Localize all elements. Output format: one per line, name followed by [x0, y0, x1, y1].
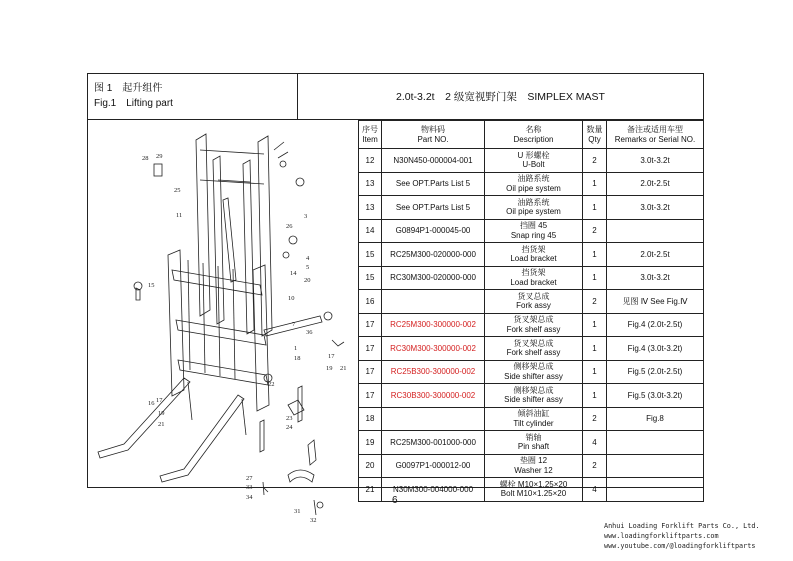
callout-19-left: 19 [158, 410, 165, 417]
item-cell: 15 [359, 266, 382, 290]
callout-21-left: 21 [158, 421, 165, 428]
website-link[interactable]: www.loadingforkliftparts.com [604, 532, 719, 540]
company-name: Anhui Loading Forklift Parts Co., Ltd. [604, 522, 760, 530]
callout-20: 20 [304, 277, 311, 284]
item-cell: 12 [359, 149, 382, 173]
remarks-cell: 3.0t-3.2t [607, 266, 704, 290]
header-item: 序号 Item [359, 121, 382, 149]
remarks-cell [607, 478, 704, 502]
remarks-cell: 2.0t-2.5t [607, 172, 704, 196]
qty-cell: 1 [583, 196, 607, 220]
header-remarks: 备注或适用车型 Remarks or Serial NO. [607, 121, 704, 149]
callout-33: 33 [246, 484, 253, 491]
part-number-cell: N30M300-004000-000 [382, 478, 485, 502]
table-row [359, 219, 704, 243]
qty-cell: 1 [583, 384, 607, 408]
remarks-cell [607, 431, 704, 455]
description-cell: 销轴 Pin shaft [485, 431, 583, 455]
qty-cell: 2 [583, 219, 607, 243]
callout-15: 15 [148, 282, 155, 289]
callout-36: 36 [306, 329, 313, 336]
callout-14: 14 [290, 270, 297, 277]
part-number-cell: RC30M300-300000-002 [382, 337, 485, 361]
qty-cell: 2 [583, 407, 607, 431]
header-description: 名称 Description [485, 121, 583, 149]
item-cell: 21 [359, 478, 382, 502]
callout-19-right: 19 [326, 365, 333, 372]
table-row [359, 290, 704, 314]
item-cell: 17 [359, 313, 382, 337]
callout-28: 28 [142, 155, 149, 162]
remarks-cell: Fig.4 (2.0t-2.5t) [607, 313, 704, 337]
remarks-cell: 3.0t-3.2t [607, 196, 704, 220]
table-row [359, 337, 704, 361]
remarks-cell: 2.0t-2.5t [607, 243, 704, 267]
remarks-cell: 见图 Ⅳ See Fig.Ⅳ [607, 290, 704, 314]
figure-caption [88, 74, 298, 120]
callout-4: 4 [306, 255, 310, 262]
table-row [359, 454, 704, 478]
table-row [359, 243, 704, 267]
callout-1: 1 [294, 345, 298, 352]
table-row [359, 407, 704, 431]
callout-34: 34 [246, 494, 253, 501]
remarks-cell: Fig.4 (3.0t-3.2t) [607, 337, 704, 361]
callout-29: 29 [156, 153, 163, 160]
item-cell: 20 [359, 454, 382, 478]
description-cell: 倾斜油缸 Tilt cylinder [485, 407, 583, 431]
parts-table [358, 120, 704, 502]
callout-23: 23 [286, 415, 293, 422]
table-row [359, 431, 704, 455]
parts-sheet [87, 73, 704, 524]
description-cell: 货叉架总成 Fork shelf assy [485, 337, 583, 361]
part-number-cell: RC25B300-300000-002 [382, 360, 485, 384]
qty-cell: 1 [583, 337, 607, 361]
qty-cell: 4 [583, 478, 607, 502]
qty-cell: 4 [583, 431, 607, 455]
item-cell: 16 [359, 290, 382, 314]
item-cell: 17 [359, 337, 382, 361]
remarks-cell: 3.0t-3.2t [607, 149, 704, 173]
callout-5: 5 [306, 264, 310, 271]
item-cell: 18 [359, 407, 382, 431]
part-number-cell: G0097P1-000012-00 [382, 454, 485, 478]
item-cell: 13 [359, 196, 382, 220]
callout-27: 27 [246, 475, 253, 482]
part-number-cell: See OPT.Parts List 5 [382, 172, 485, 196]
description-cell: 货叉总成 Fork assy [485, 290, 583, 314]
table-row [359, 172, 704, 196]
description-cell: 侧移架总成 Side shifter assy [485, 360, 583, 384]
table-row [359, 149, 704, 173]
callout-22: 22 [268, 381, 275, 388]
youtube-link[interactable]: www.youtube.com/@loadingforkliftparts [604, 542, 756, 550]
callout-10: 10 [288, 295, 295, 302]
callout-25: 25 [174, 187, 181, 194]
exploded-view-drawing [88, 120, 358, 524]
page-number: 6 [392, 495, 398, 506]
item-cell: 19 [359, 431, 382, 455]
qty-cell: 2 [583, 454, 607, 478]
item-cell: 17 [359, 360, 382, 384]
description-cell: 油路系统 Oil pipe system [485, 196, 583, 220]
remarks-cell [607, 219, 704, 243]
callout-18: 18 [294, 355, 301, 362]
item-cell: 17 [359, 384, 382, 408]
sheet-title [298, 74, 703, 120]
callout-16: 16 [148, 400, 155, 407]
description-cell: 侧移架总成 Side shifter assy [485, 384, 583, 408]
table-row [359, 196, 704, 220]
figure-caption-en: Fig.1 Lifting part [94, 98, 173, 109]
description-cell: 螺栓 M10×1.25×20 Bolt M10×1.25×20 [485, 478, 583, 502]
part-number-cell: RC25M300-300000-002 [382, 313, 485, 337]
remarks-cell: Fig.5 (2.0t-2.5t) [607, 360, 704, 384]
qty-cell: 1 [583, 172, 607, 196]
description-cell: 油路系统 Oil pipe system [485, 172, 583, 196]
qty-cell: 1 [583, 360, 607, 384]
item-cell: 15 [359, 243, 382, 267]
part-number-cell [382, 290, 485, 314]
description-cell: 挡圈 45 Snap ring 45 [485, 219, 583, 243]
qty-cell: 1 [583, 266, 607, 290]
callout-11: 11 [176, 212, 183, 219]
description-cell: 垫圈 12 Washer 12 [485, 454, 583, 478]
callout-21-right: 21 [340, 365, 347, 372]
table-row [359, 313, 704, 337]
company-footer [604, 521, 760, 551]
callout-3: 3 [304, 213, 308, 220]
table-row [359, 384, 704, 408]
description-cell: U 形螺栓 U-Bolt [485, 149, 583, 173]
description-cell: 挡货架 Load bracket [485, 266, 583, 290]
table-header-row [359, 121, 704, 149]
header-part-no: 物料码 Part NO. [382, 121, 485, 149]
part-number-cell [382, 407, 485, 431]
callout-31: 31 [294, 508, 301, 515]
part-number-cell: RC30B300-300000-002 [382, 384, 485, 408]
qty-cell: 2 [583, 149, 607, 173]
item-cell: 14 [359, 219, 382, 243]
callout-7: 7 [292, 321, 296, 328]
part-number-cell: N30N450-000004-001 [382, 149, 485, 173]
table-row [359, 478, 704, 502]
callout-32: 32 [310, 517, 317, 524]
qty-cell: 1 [583, 243, 607, 267]
sheet-title-text: 2.0t-3.2t 2 级宽视野门架 SIMPLEX MAST [396, 91, 605, 103]
qty-cell: 2 [583, 290, 607, 314]
table-row [359, 266, 704, 290]
figure-caption-cn: 图 1 起升组件 [94, 83, 163, 94]
description-cell: 挡货架 Load bracket [485, 243, 583, 267]
item-cell: 13 [359, 172, 382, 196]
qty-cell: 1 [583, 313, 607, 337]
part-number-cell: See OPT.Parts List 5 [382, 196, 485, 220]
part-number-cell: RC25M300-020000-000 [382, 243, 485, 267]
part-number-cell: RC30M300-020000-000 [382, 266, 485, 290]
callout-24: 24 [286, 424, 293, 431]
table-row [359, 360, 704, 384]
remarks-cell: Fig.5 (3.0t-3.2t) [607, 384, 704, 408]
callout-26: 26 [286, 223, 293, 230]
part-number-cell: RC25M300-001000-000 [382, 431, 485, 455]
remarks-cell: Fig.8 [607, 407, 704, 431]
description-cell: 货叉架总成 Fork shelf assy [485, 313, 583, 337]
callout-17-left: 17 [156, 397, 163, 404]
remarks-cell [607, 454, 704, 478]
callout-17-right: 17 [328, 353, 335, 360]
part-number-cell: G0894P1-000045-00 [382, 219, 485, 243]
header-qty: 数量 Qty [583, 121, 607, 149]
